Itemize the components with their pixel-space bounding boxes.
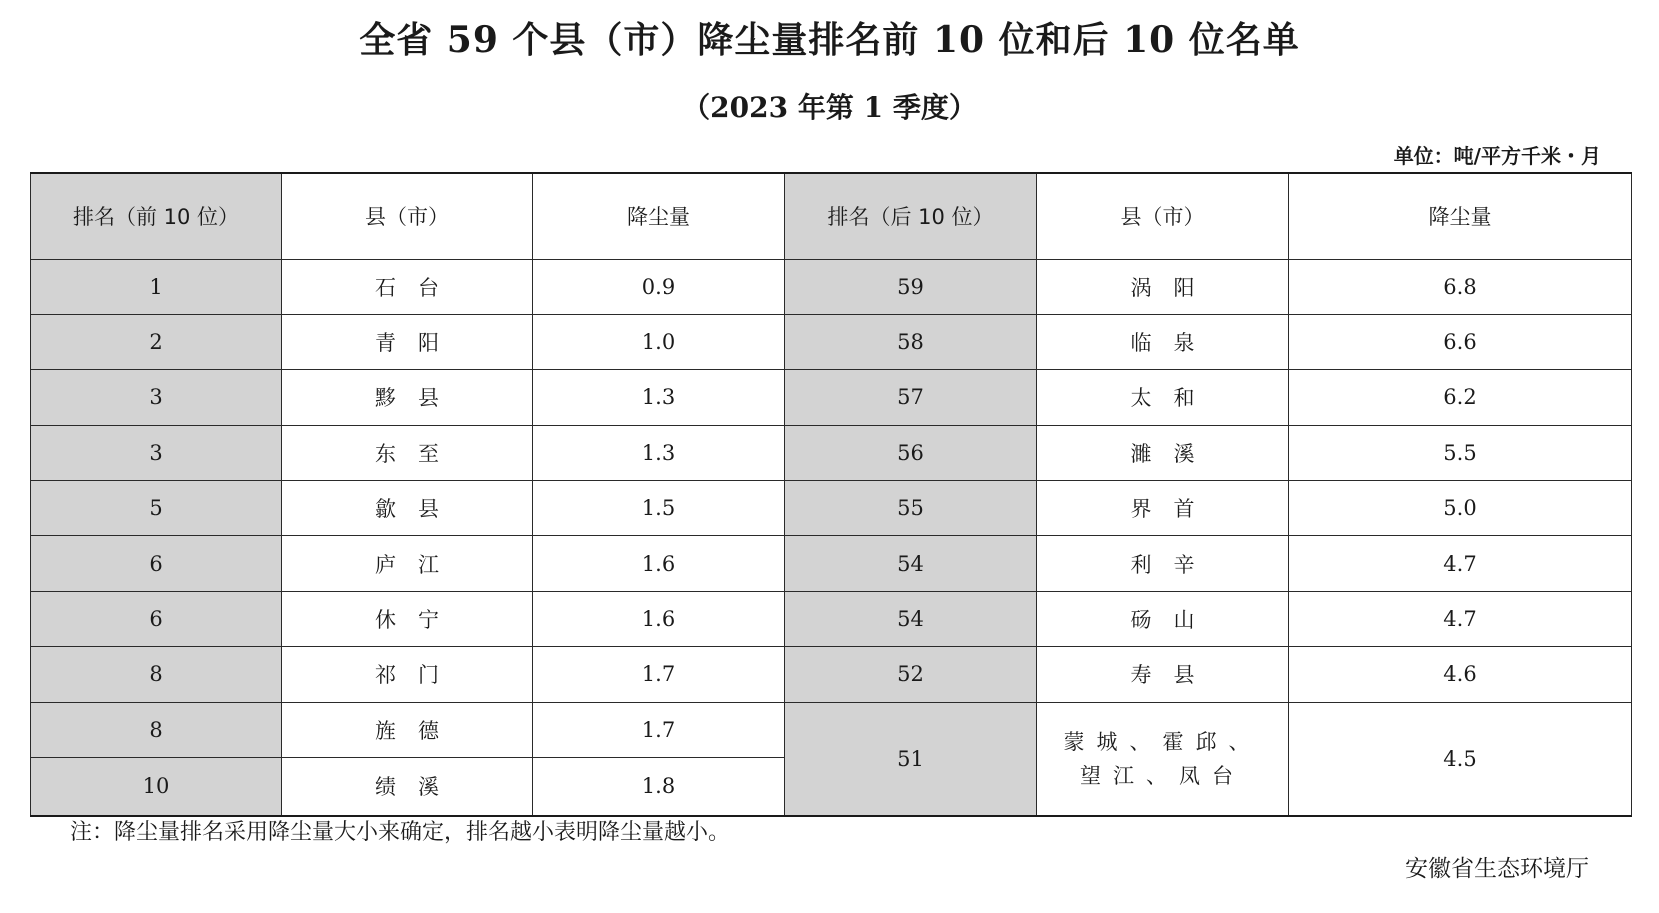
- bottom-county-line: 蒙城、霍邱、: [1063, 729, 1262, 754]
- bottom-value: 6.6: [1289, 314, 1632, 369]
- top-rank: 6: [31, 536, 282, 591]
- header-county-bottom: 县（市）: [1037, 173, 1289, 259]
- top-county: 黟县: [282, 370, 533, 425]
- bottom-rank: 52: [785, 647, 1037, 702]
- top-county: 歙县: [282, 481, 533, 536]
- bottom-rank: 59: [785, 259, 1037, 314]
- bottom-rank: 56: [785, 425, 1037, 480]
- bottom-value: 4.6: [1289, 647, 1632, 702]
- ranking-table: [30, 172, 1632, 817]
- bottom-value: 6.8: [1289, 259, 1632, 314]
- table-row: [31, 370, 1632, 425]
- top-county: 东至: [282, 425, 533, 480]
- top-rank: 8: [31, 647, 282, 702]
- bottom-value: 5.5: [1289, 425, 1632, 480]
- header-dust-bottom: 降尘量: [1289, 173, 1632, 259]
- bottom-county: 利辛: [1037, 536, 1289, 591]
- bottom-rank: 54: [785, 536, 1037, 591]
- bottom-rank: 51: [785, 702, 1037, 815]
- table-row: [31, 536, 1632, 591]
- top-county: 庐江: [282, 536, 533, 591]
- top-value: 1.8: [533, 758, 785, 816]
- bottom-county: 濉溪: [1037, 425, 1289, 480]
- table-header-row: [31, 173, 1632, 259]
- top-county: 休宁: [282, 591, 533, 646]
- top-value: 1.3: [533, 370, 785, 425]
- bottom-county: 砀山: [1037, 591, 1289, 646]
- top-county: 青阳: [282, 314, 533, 369]
- top-value: 1.6: [533, 591, 785, 646]
- top-rank: 8: [31, 702, 282, 757]
- bottom-value: 4.7: [1289, 591, 1632, 646]
- top-value: 0.9: [533, 259, 785, 314]
- header-rank-top: 排名（前 10 位）: [31, 173, 282, 259]
- bottom-value: 4.5: [1289, 702, 1632, 815]
- top-rank: 5: [31, 481, 282, 536]
- bottom-county-multi: [1037, 702, 1289, 815]
- bottom-rank: 54: [785, 591, 1037, 646]
- top-value: 1.6: [533, 536, 785, 591]
- table-row: [31, 481, 1632, 536]
- top-rank: 3: [31, 370, 282, 425]
- table-row: [31, 702, 1632, 757]
- bottom-county: 界首: [1037, 481, 1289, 536]
- top-value: 1.7: [533, 702, 785, 757]
- bottom-value: 5.0: [1289, 481, 1632, 536]
- footnote: 注：降尘量排名采用降尘量大小来确定，排名越小表明降尘量越小。: [70, 820, 731, 845]
- top-rank: 2: [31, 314, 282, 369]
- top-value: 1.0: [533, 314, 785, 369]
- bottom-rank: 55: [785, 481, 1037, 536]
- top-county: 旌德: [282, 702, 533, 757]
- header-dust-top: 降尘量: [533, 173, 785, 259]
- header-rank-bottom: 排名（后 10 位）: [785, 173, 1037, 259]
- bottom-value: 6.2: [1289, 370, 1632, 425]
- bottom-county: 临泉: [1037, 314, 1289, 369]
- top-rank: 10: [31, 758, 282, 816]
- table-row: [31, 425, 1632, 480]
- top-value: 1.3: [533, 425, 785, 480]
- top-county: 祁门: [282, 647, 533, 702]
- table-row: [31, 259, 1632, 314]
- bottom-value: 4.7: [1289, 536, 1632, 591]
- top-county: 石台: [282, 259, 533, 314]
- bottom-rank: 58: [785, 314, 1037, 369]
- page-title: 全省 59 个县（市）降尘量排名前 10 位和后 10 位名单: [359, 19, 1300, 61]
- page-subtitle: （2023 年第 1 季度）: [682, 91, 977, 124]
- top-value: 1.7: [533, 647, 785, 702]
- unit-label: 单位：吨/平方千米・月: [1393, 144, 1601, 168]
- table-row: [31, 314, 1632, 369]
- top-rank: 1: [31, 259, 282, 314]
- bottom-county-line: 望江、凤台: [1080, 763, 1245, 788]
- bottom-county: 太和: [1037, 370, 1289, 425]
- top-value: 1.5: [533, 481, 785, 536]
- bottom-county: 寿县: [1037, 647, 1289, 702]
- header-county-top: 县（市）: [282, 173, 533, 259]
- bottom-county: 涡阳: [1037, 259, 1289, 314]
- issuing-org: 安徽省生态环境厅: [1405, 856, 1589, 882]
- table-row: [31, 647, 1632, 702]
- top-county: 绩溪: [282, 758, 533, 816]
- top-rank: 6: [31, 591, 282, 646]
- table-row: [31, 591, 1632, 646]
- top-rank: 3: [31, 425, 282, 480]
- bottom-rank: 57: [785, 370, 1037, 425]
